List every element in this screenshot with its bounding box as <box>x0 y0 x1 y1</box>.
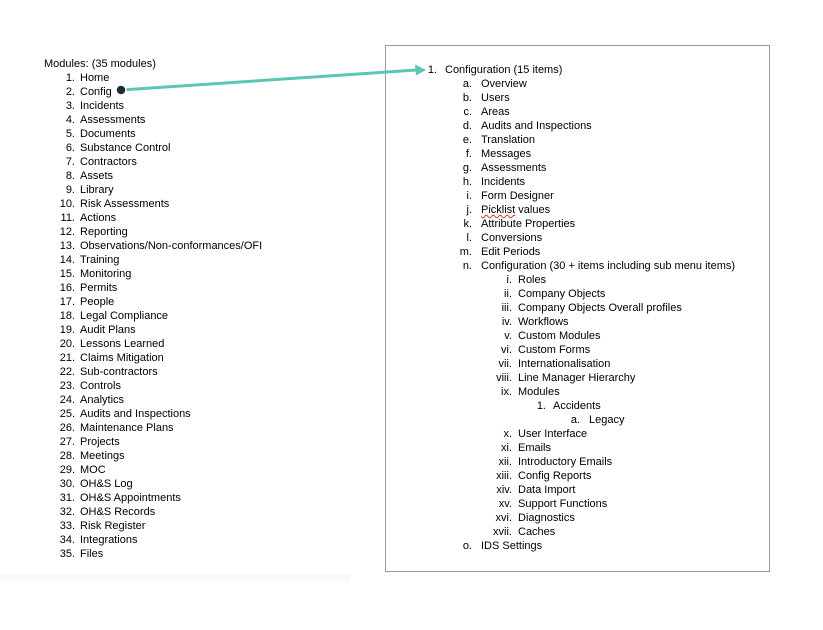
config-connector-arrow <box>121 70 417 90</box>
config-label: IDS Settings <box>481 540 543 552</box>
module-number: 21. <box>59 352 75 364</box>
config-marker: xv. <box>498 498 512 510</box>
module-number: 1. <box>65 72 75 84</box>
module-label: Assets <box>80 170 114 182</box>
config-label: Configuration (15 items) <box>445 64 563 76</box>
config-label: Data Import <box>518 484 576 496</box>
config-marker: xvi. <box>495 512 512 524</box>
module-number: 7. <box>65 156 75 168</box>
config-label: Diagnostics <box>518 512 575 524</box>
modules-title: Modules: (35 modules) <box>44 58 156 70</box>
module-number: 23. <box>59 380 75 392</box>
module-label: Training <box>80 254 120 266</box>
module-label: OH&S Log <box>80 478 133 490</box>
config-label: Modules <box>518 386 560 398</box>
module-label: Lessons Learned <box>80 338 165 350</box>
module-label: Audits and Inspections <box>80 408 191 420</box>
module-number: 11. <box>60 212 75 224</box>
module-label: Substance Control <box>80 142 171 154</box>
module-label: Meetings <box>80 450 125 462</box>
config-label: Areas <box>481 106 510 118</box>
module-label: Audit Plans <box>80 324 136 336</box>
module-number: 18. <box>59 310 75 322</box>
config-label: Workflows <box>518 316 569 328</box>
config-label: Overview <box>481 78 527 90</box>
module-number: 34. <box>59 534 75 546</box>
module-label: MOC <box>80 464 106 476</box>
config-label: Conversions <box>481 232 543 244</box>
config-marker: a. <box>462 78 472 90</box>
module-number: 25. <box>59 408 75 420</box>
config-label: Custom Forms <box>518 344 591 356</box>
module-label: Documents <box>80 128 136 140</box>
config-marker: f. <box>465 148 472 160</box>
module-label: Files <box>80 548 104 560</box>
config-label: Accidents <box>553 400 601 412</box>
config-marker: 1. <box>427 64 437 76</box>
module-number: 2. <box>65 86 75 98</box>
module-label: Sub-contractors <box>80 366 158 378</box>
module-number: 28. <box>59 450 75 462</box>
config-label: Form Designer <box>481 190 554 202</box>
module-label: Claims Mitigation <box>80 352 164 364</box>
module-number: 12. <box>59 226 75 238</box>
config-marker: xiii. <box>496 470 512 482</box>
config-marker: b. <box>462 92 472 104</box>
module-number: 8. <box>65 170 75 182</box>
module-number: 19. <box>59 324 75 336</box>
module-label: Home <box>80 72 110 84</box>
module-label: Integrations <box>80 534 138 546</box>
module-label: Config <box>80 86 112 98</box>
config-marker: k. <box>463 218 472 230</box>
module-number: 33. <box>59 520 75 532</box>
module-label: Monitoring <box>80 268 132 280</box>
module-number: 35. <box>59 548 75 560</box>
config-label: Translation <box>481 134 536 146</box>
config-label: Custom Modules <box>518 330 601 342</box>
module-number: 6. <box>65 142 75 154</box>
config-marker: xvii. <box>493 526 512 538</box>
module-number: 17. <box>59 296 75 308</box>
config-label: Company Objects Overall profiles <box>518 302 682 314</box>
config-label: Company Objects <box>518 288 606 300</box>
config-marker: v. <box>504 330 512 342</box>
config-marker: h. <box>462 176 472 188</box>
module-label: Legal Compliance <box>80 310 169 322</box>
config-label: Edit Periods <box>481 246 541 258</box>
module-label: Analytics <box>80 394 125 406</box>
module-number: 27. <box>59 436 75 448</box>
arrowhead-icon <box>415 65 426 76</box>
module-label: Actions <box>80 212 117 224</box>
module-number: 9. <box>65 184 75 196</box>
module-number: 29. <box>59 464 75 476</box>
config-label: Picklist values <box>481 204 551 216</box>
module-number: 22. <box>59 366 75 378</box>
module-label: Observations/Non-conformances/OFI <box>80 240 263 252</box>
config-marker: d. <box>462 120 472 132</box>
config-marker: a. <box>570 414 580 426</box>
module-label: Risk Assessments <box>80 198 170 210</box>
config-label: Line Manager Hierarchy <box>518 372 636 384</box>
config-label: Config Reports <box>518 470 592 482</box>
config-marker: xi. <box>501 442 512 454</box>
bottom-fade <box>0 574 350 586</box>
module-label: Reporting <box>80 226 128 238</box>
config-label: Incidents <box>481 176 526 188</box>
config-marker: o. <box>462 540 472 552</box>
config-marker: vii. <box>498 358 512 370</box>
config-label: Caches <box>518 526 556 538</box>
config-label: Configuration (30 + items including sub menu items) <box>481 260 736 272</box>
config-label: Messages <box>481 148 532 160</box>
config-label: Attribute Properties <box>481 218 576 230</box>
module-label: People <box>80 296 115 308</box>
module-number: 5. <box>65 128 75 140</box>
module-label: Permits <box>80 282 118 294</box>
module-label: Controls <box>80 380 121 392</box>
module-label: Library <box>80 184 114 196</box>
config-label: User Interface <box>518 428 588 440</box>
config-dot-icon <box>116 85 126 95</box>
module-number: 16. <box>59 282 75 294</box>
module-label: Incidents <box>80 100 125 112</box>
config-marker: vi. <box>501 344 512 356</box>
module-number: 14. <box>59 254 75 266</box>
config-marker: x. <box>503 428 512 440</box>
config-marker: c. <box>463 106 472 118</box>
config-label: Support Functions <box>518 498 608 510</box>
config-marker: xiv. <box>496 484 512 496</box>
config-label: Legacy <box>589 414 625 426</box>
module-number: 13. <box>59 240 75 252</box>
config-marker: iv. <box>501 316 512 328</box>
module-label: Projects <box>80 436 120 448</box>
module-label: OH&S Records <box>80 506 156 518</box>
config-label: Introductory Emails <box>518 456 613 468</box>
config-marker: g. <box>462 162 472 174</box>
module-number: 20. <box>59 338 75 350</box>
config-label: Assessments <box>481 162 547 174</box>
module-number: 10. <box>59 198 75 210</box>
config-marker: viii. <box>496 372 512 384</box>
config-label: Users <box>481 92 510 104</box>
config-label: Audits and Inspections <box>481 120 592 132</box>
config-marker: i. <box>466 190 472 202</box>
config-marker: ix. <box>501 386 512 398</box>
config-marker: n. <box>462 260 472 272</box>
config-marker: e. <box>462 134 472 146</box>
module-number: 4. <box>65 114 75 126</box>
config-marker: l. <box>466 232 472 244</box>
config-label: Internationalisation <box>518 358 611 370</box>
module-number: 24. <box>59 394 75 406</box>
module-label: Maintenance Plans <box>80 422 174 434</box>
module-number: 31. <box>59 492 75 504</box>
config-marker: ii. <box>504 288 512 300</box>
module-label: OH&S Appointments <box>80 492 181 504</box>
module-number: 32. <box>59 506 75 518</box>
config-marker: iii. <box>501 302 512 314</box>
config-marker: xii. <box>498 456 512 468</box>
config-marker: i. <box>506 274 512 286</box>
module-label: Risk Register <box>80 520 146 532</box>
module-label: Assessments <box>80 114 146 126</box>
config-label: Roles <box>518 274 547 286</box>
module-number: 30. <box>59 478 75 490</box>
module-label: Contractors <box>80 156 137 168</box>
config-marker: m. <box>459 246 472 258</box>
config-marker: 1. <box>536 400 546 412</box>
module-number: 3. <box>65 100 75 112</box>
module-number: 26. <box>59 422 75 434</box>
spellcheck-word: Picklist <box>481 204 516 216</box>
config-label: Emails <box>518 442 552 454</box>
config-marker: j. <box>466 204 472 216</box>
module-number: 15. <box>59 268 75 280</box>
